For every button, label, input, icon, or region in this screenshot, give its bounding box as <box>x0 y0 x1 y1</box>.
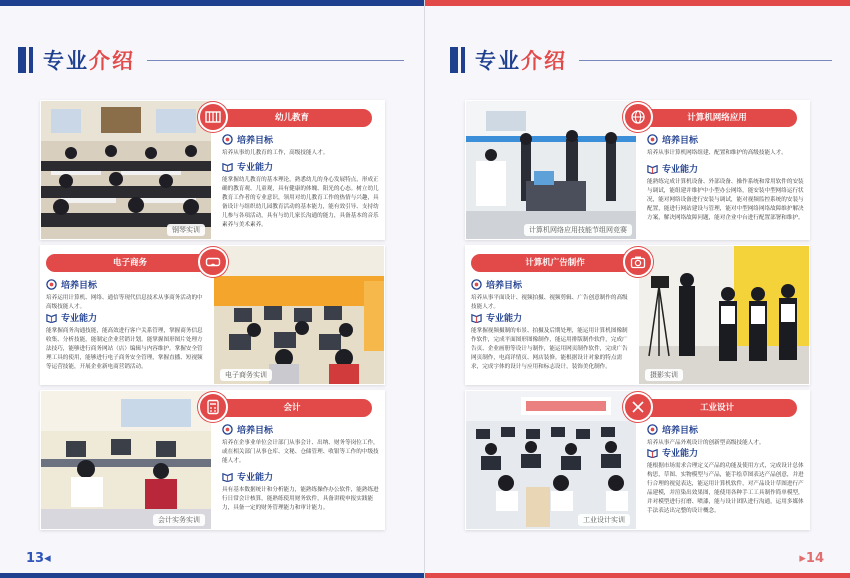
design-lab-photo <box>466 391 637 530</box>
ability-text: 能掌握视频摄制的布景、拍摄及后期处理，能运用计算机图像制作软件，完成平面图形图像制作，能运用排版制作软件，完成广告页、企业画册等设计与制作，能运用网页制作软件，完成广告网页制作，电商详情页、网店装修。能根据设计对象的特点需求，完成字体的设计与应用和标志设计，装饰美化制作。 <box>471 328 628 370</box>
page-header <box>450 40 832 80</box>
bottom-color-band <box>0 573 424 578</box>
target-icon <box>647 134 658 145</box>
ability-section <box>46 311 206 372</box>
ability-text: 具有基本数据统计和分析能力，能熟练操作办公软件，能熟练进行日常会计核算，能熟练使用财务软件，具备讲税申报实践能力，具备一定的财务管理能力和审计能力。 <box>222 487 379 511</box>
major-card-network <box>465 100 810 240</box>
major-card-accounting <box>40 390 385 530</box>
photography-studio-photo <box>639 246 810 385</box>
page-title <box>475 45 567 75</box>
page-header <box>18 40 404 80</box>
ability-heading: 专业能力 <box>662 165 699 175</box>
goal-text: 培养从事计算机网络组建、配置和维护的高级技能人才。 <box>647 150 787 156</box>
goal-text: 培养从事幼儿教育的工作，高级技能人才。 <box>222 150 329 156</box>
photo-industrial-design-training <box>465 390 637 530</box>
piano-icon <box>198 102 228 132</box>
goal-section <box>46 278 206 312</box>
ability-section <box>222 160 379 230</box>
major-card-industrial-design <box>465 390 810 530</box>
camera-icon <box>623 247 653 277</box>
target-icon <box>647 424 658 435</box>
header-bar <box>18 47 26 73</box>
major-title: 计算机网络应用 <box>637 109 797 127</box>
bottom-color-band <box>425 573 850 578</box>
ability-heading: 专业能力 <box>486 314 523 324</box>
photo-caption: 会计实务实训 <box>153 514 205 526</box>
header-bar <box>450 47 458 73</box>
book-icon <box>647 163 658 174</box>
accounting-lab-photo <box>41 391 212 530</box>
major-title: 会计 <box>212 399 372 417</box>
goal-section <box>647 133 804 158</box>
header-rule <box>579 60 832 61</box>
computer-lab-photo <box>214 246 385 385</box>
photo-caption: 摄影实训 <box>645 369 683 381</box>
header-bar-thin <box>461 47 465 73</box>
ability-section <box>471 311 631 372</box>
goal-heading: 培养目标 <box>61 281 98 291</box>
book-icon <box>222 471 233 482</box>
major-card-preschool <box>40 100 385 240</box>
ability-heading: 专业能力 <box>237 163 274 173</box>
top-color-band <box>0 0 424 6</box>
target-icon <box>222 424 233 435</box>
photo-caption: 工业设计实训 <box>578 514 630 526</box>
goal-heading: 培养目标 <box>662 136 699 146</box>
book-icon <box>471 312 482 323</box>
photo-caption: 钢琴实训 <box>167 224 205 236</box>
major-card-advertising <box>465 245 810 385</box>
goal-section <box>222 423 379 466</box>
network-contest-photo <box>466 101 637 240</box>
goal-section <box>471 278 631 312</box>
goal-section <box>222 133 379 158</box>
major-title: 幼儿教育 <box>212 109 372 127</box>
goal-text: 培养在企事业单位会计部门从事会计、出纳、财务等岗位工作，或在相关部门从事仓库、文秘、仓储管理、收银等工作的中级技能人才。 <box>222 440 379 464</box>
goal-heading: 培养目标 <box>237 426 274 436</box>
ability-section <box>647 446 804 516</box>
book-icon <box>222 161 233 172</box>
title-suffix: 介绍 <box>89 49 135 73</box>
photo-caption: 计算机网络应用技能节组网竞赛 <box>524 224 632 236</box>
photo-photography-training <box>638 245 810 385</box>
major-title: 计算机广告制作 <box>471 254 639 272</box>
goal-text: 培养从事产品外观设计的创新型高级技能人才。 <box>647 440 765 446</box>
ability-section <box>647 162 804 223</box>
ability-text: 能熟练完成计算机设备、外部设备、操作系统和常用软件的安装与调试，能组建并维护中小型办公网络，能安装中型网络运行状况，能对网络设备进行安装与调试，能对视频监控系统的安装与配置，能进行网站建设与管理，能对中型网络网络故障维护解决方案，解决网络故障问题，能对企业中台进行配置部署和维护。 <box>647 179 804 221</box>
ability-text: 能掌握商务沟通技能，能高效进行客户关系管理，掌握商务信息收集、分析技能，能制定企业营销计划。能掌握图形图片处理方法技巧，能够进行商务网站（店）编辑与内容维护。掌握安全管理工具的使用，能够进行电子商务安全管理，掌握直播、短视频等运营技能，开展企业新电商营销活动。 <box>46 328 203 370</box>
ability-heading: 专业能力 <box>61 314 98 324</box>
photo-accounting-training <box>40 390 212 530</box>
page-number: ▸14 <box>799 551 824 566</box>
title-suffix: 介绍 <box>521 49 567 73</box>
ability-text: 能根据市场需求合理定义产品的功能及使用方式，完成设计总体构思，草图、实物模型与产品，能手绘草图表达产品创意，并进行合理的视觉表达，能运用计算机软件，对产品设计草图进行产品建模，并渲染出效果图，能使用各种手工工具制作简单模型，并对模型进行打磨、喷漆，能与设计团队进行沟通，运用多媒体手法表达出完整的设计概念。 <box>647 463 804 514</box>
goal-text: 培养从事平面设计、视频拍摄、视频剪辑、广告创意制作的高级技能人才。 <box>471 295 628 310</box>
right-page <box>425 0 850 578</box>
goal-heading: 培养目标 <box>237 136 274 146</box>
goal-section <box>647 423 804 448</box>
header-bar-thin <box>29 47 33 73</box>
vr-headset-icon <box>198 247 228 277</box>
title-prefix: 专业 <box>475 49 521 73</box>
ability-section <box>222 470 379 513</box>
classroom-photo <box>41 101 212 240</box>
page-number: 13◂ <box>26 551 51 566</box>
title-prefix: 专业 <box>43 49 89 73</box>
goal-text: 培养运用计算机、网络、通信等现代信息技术从事商务活动的中高级技能人才。 <box>46 295 203 310</box>
photo-network-contest <box>465 100 637 240</box>
design-tools-icon <box>623 392 653 422</box>
major-card-ecommerce <box>40 245 385 385</box>
target-icon <box>222 134 233 145</box>
page-title <box>43 45 135 75</box>
target-icon <box>471 279 482 290</box>
target-icon <box>46 279 57 290</box>
ability-heading: 专业能力 <box>662 449 699 459</box>
photo-caption: 电子商务实训 <box>220 369 272 381</box>
major-title: 工业设计 <box>637 399 797 417</box>
globe-icon <box>623 102 653 132</box>
goal-heading: 培养目标 <box>486 281 523 291</box>
book-icon <box>647 447 658 458</box>
book-icon <box>46 312 57 323</box>
ability-text: 能掌握幼儿教育的基本理论，熟悉幼儿的身心发展特点，形成正确的教育观、儿童观，具有健康的体魄、阳光的心态。树立幼儿教育工作者的专业意识，领用对幼儿教育工作的热情与兴趣，具备设计与组织幼儿园教育活动的基本能力，能有效引导、支持幼儿参与各项活动，具有与幼儿家长沟通的能力，具备基本的音乐素养与美术素养。 <box>222 177 379 228</box>
calculator-icon <box>198 392 228 422</box>
header-rule <box>147 60 404 61</box>
goal-heading: 培养目标 <box>662 426 699 436</box>
major-title: 电子商务 <box>46 254 214 272</box>
ability-heading: 专业能力 <box>237 473 274 483</box>
photo-ecommerce-training <box>213 245 385 385</box>
top-color-band <box>425 0 850 6</box>
photo-piano-training <box>40 100 212 240</box>
